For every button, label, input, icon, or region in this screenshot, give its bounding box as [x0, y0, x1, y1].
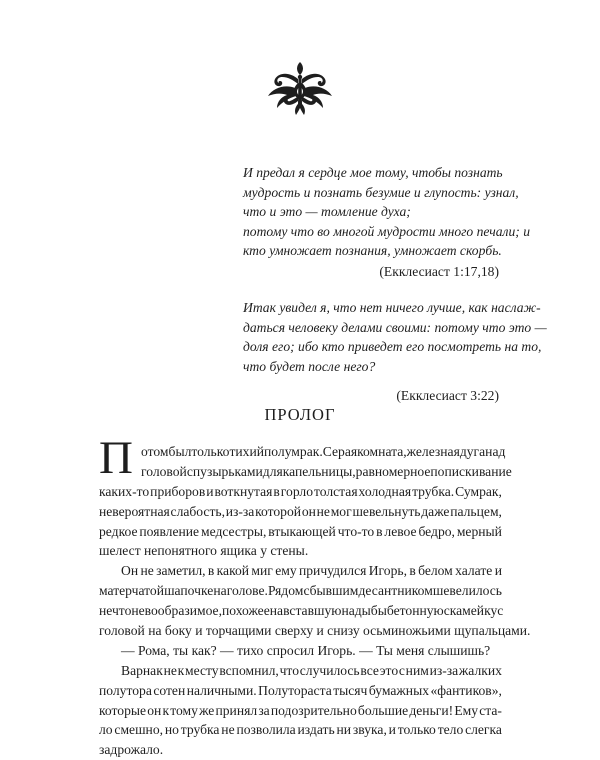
body-line: Варнак не к месту вспомнил, что случилось все это с ним из-за жалких	[121, 662, 502, 678]
body-line: шелест непонятного ящика у стены.	[99, 543, 309, 559]
epigraph-line: потому что во многой мудрости много печали; и	[243, 223, 531, 239]
epigraph-1	[243, 163, 531, 281]
chapter-title: ПРОЛОГ	[264, 405, 336, 424]
body-line: ло смешно, но трубка не позволила издать ни звука, и только тело слегка	[99, 722, 502, 738]
epigraph-line: И предал я сердце мое тому, чтобы познать	[243, 165, 503, 180]
body-line: Он не заметил, в какой миг ему причудился Игорь, в белом халате и	[121, 563, 502, 579]
epigraph-line: кто умножает познания, умножает скорбь.	[243, 243, 502, 258]
body-line: задрожало.	[99, 742, 164, 758]
body-line: отом был только тихий полумрак. Серая комната, железная дуга над	[141, 444, 506, 459]
drop-cap: П	[99, 432, 133, 484]
body-line: полутора сотен наличными. Полутораста тысяч бумажных «фантиков»,	[99, 682, 502, 698]
epigraph-2	[243, 298, 547, 406]
floral-ornament-icon	[265, 60, 335, 118]
epigraph-source: (Екклесиаст 1:17,18)	[379, 263, 499, 279]
epigraph-line: мудрость и познать безумие и глупость: узнал,	[243, 184, 519, 200]
body-line: головой на боку и торчащими сверху и снизу осьминожьими щупальцами.	[99, 623, 531, 639]
chapter-body	[99, 442, 531, 760]
body-line: нечто невообразимое, похожее на вставшую на дыбы бетонную скамейку с	[99, 603, 504, 619]
epigraph-line: Итак увидел я, что нет ничего лучше, как наслаж-	[243, 300, 541, 315]
body-line: которые он к тому же принял за подозрительно большие деньги! Ему ста-	[99, 702, 502, 718]
body-line: — Рома, ты как? — тихо спросил Игорь. — Ты меня слышишь?	[121, 642, 491, 658]
body-line: редкое появление медсестры, втыкающей что-то в левое бедро, мерный	[99, 523, 502, 539]
epigraph-line: что будет после него?	[243, 358, 376, 374]
body-line: головой с пузырьками для капельницы, равномерное попискивание	[141, 463, 512, 479]
body-line: матерчатой шапочке на голове. Рядом с бывшим десантником шевелилось	[99, 583, 502, 599]
epigraph-source: (Екклесиаст 3:22)	[396, 388, 499, 403]
body-line: каких-то приборов и воткнутая в горло толстая холодная трубка. Сумрак,	[99, 483, 502, 499]
epigraph-line: даться человеку делами своими: потому что это —	[243, 319, 547, 335]
body-line: невероятная слабость, из-за которой он не мог шевельнуть даже пальцем,	[99, 503, 502, 519]
epigraph-line: доля его; ибо кто приведет его посмотреть на то,	[243, 339, 542, 354]
epigraph-line: что и это — томление духа;	[243, 204, 411, 219]
